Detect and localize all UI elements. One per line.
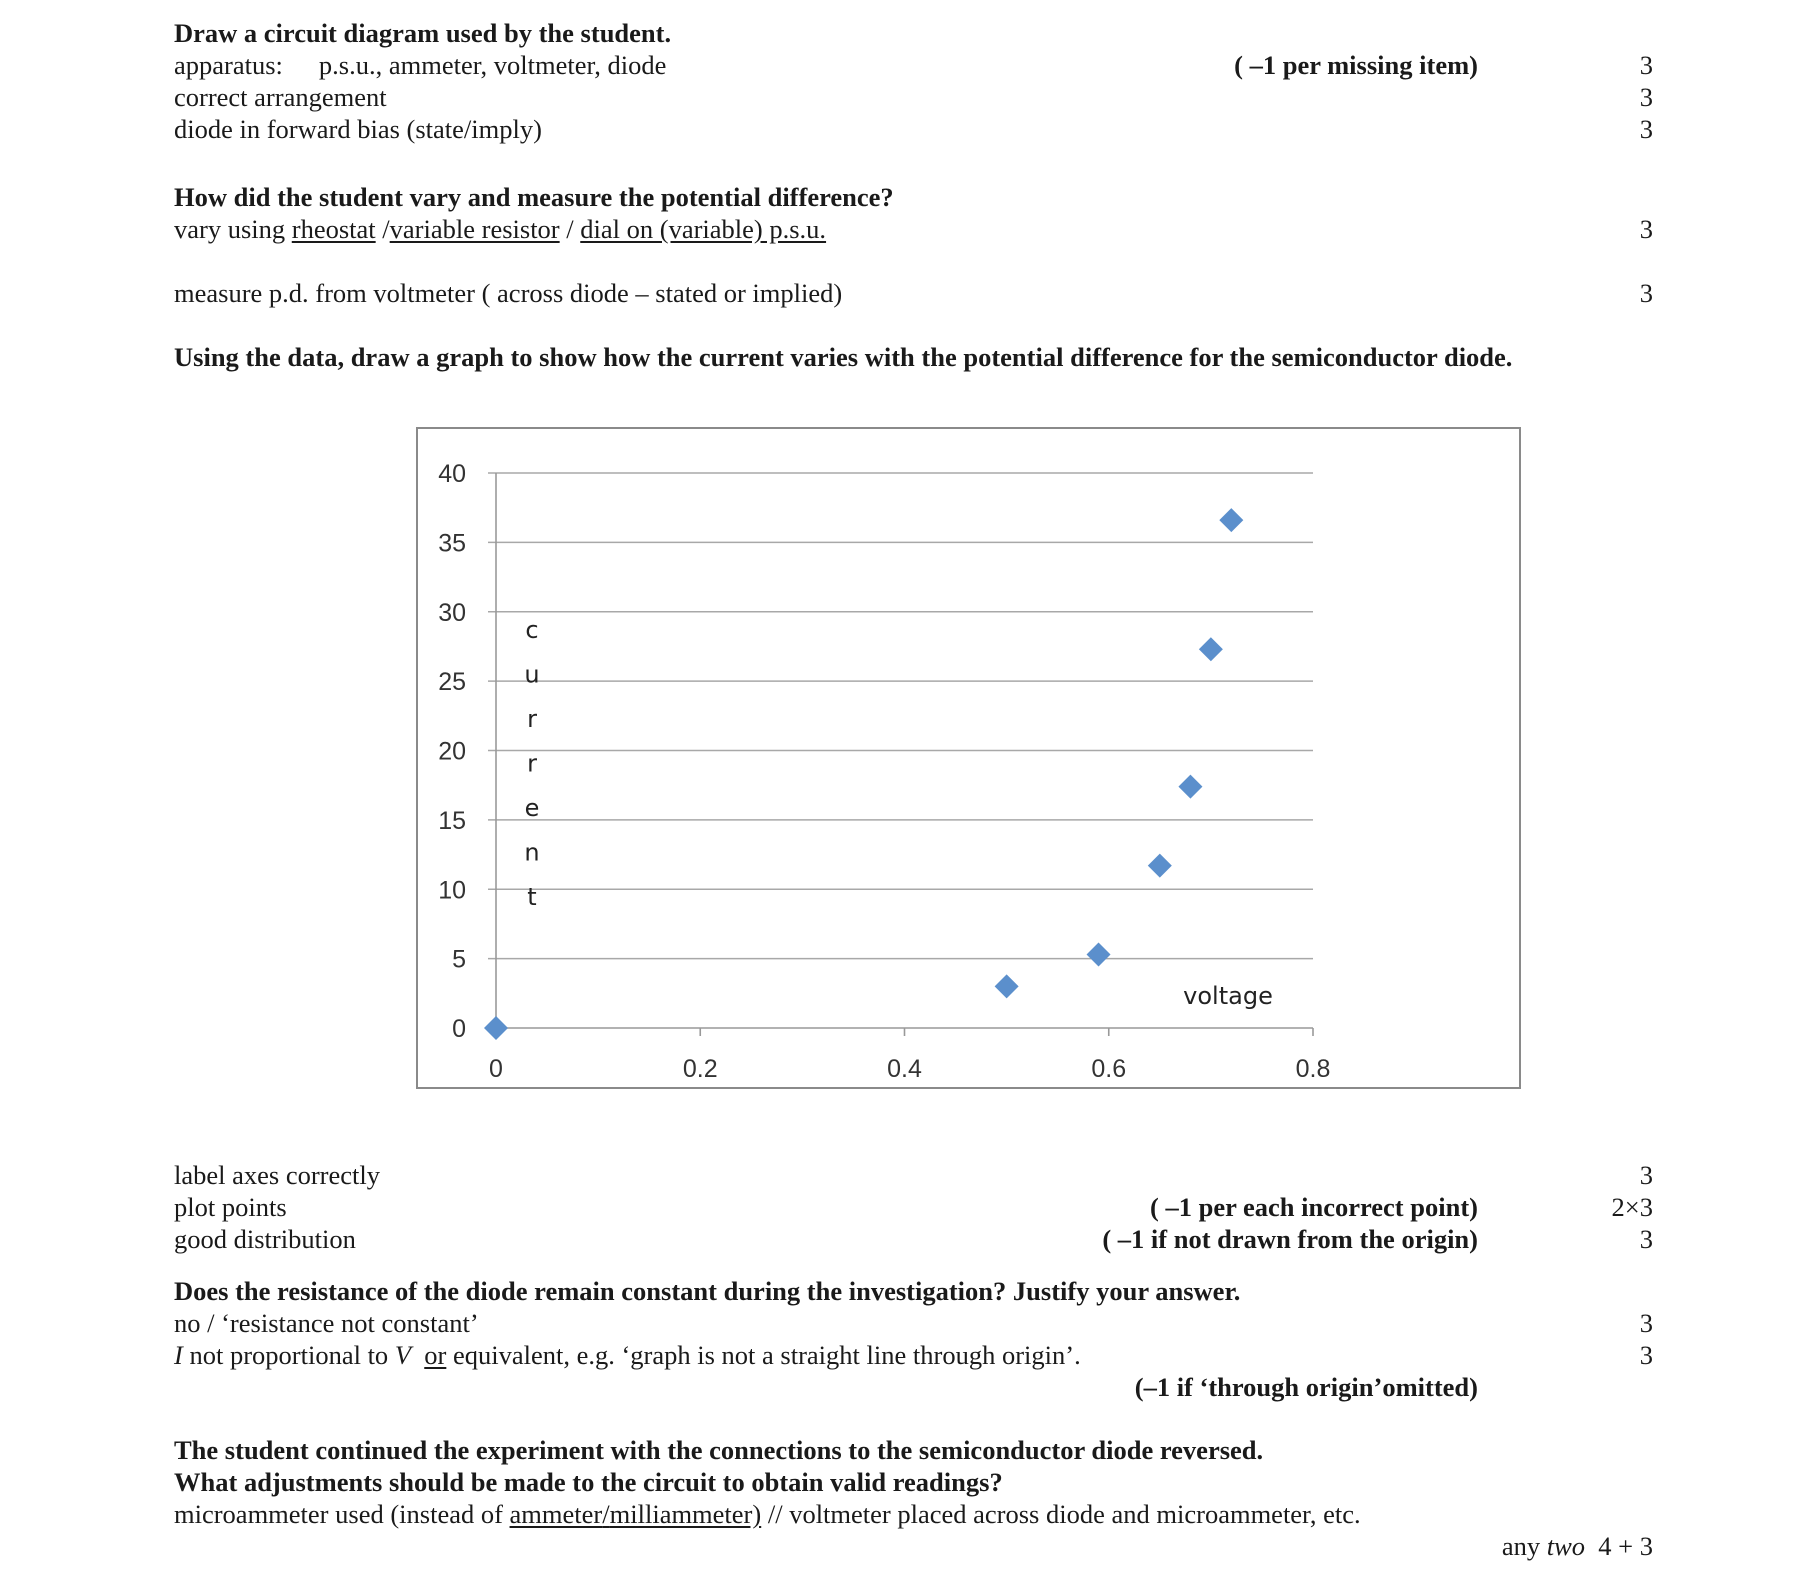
resistance-answer-2 [174,1342,1081,1369]
psu-dial-text: dial on (variable) p.s.u. [580,214,827,244]
data-point [1087,942,1111,966]
plot-points-penalty-note: ( –1 per each incorrect point) [1150,1192,1478,1222]
data-point [1178,775,1202,799]
apparatus-mark: 3 [1639,50,1653,80]
plot-points-mark: 2×3 [1611,1192,1653,1222]
measure-mark: 3 [1639,278,1653,308]
apparatus-penalty-note: ( –1 per missing item) [1234,50,1478,80]
answer-2-space [411,1340,424,1370]
y-tick-label: 20 [438,737,466,766]
vary-question-heading: How did the student vary and measure the potential difference? [174,182,894,212]
through-origin-penalty-note: (–1 if ‘through origin’omitted) [1134,1372,1478,1402]
distribution-penalty-note: ( –1 if not drawn from the origin) [1102,1224,1478,1254]
y-axis-label-letter: n [524,838,540,867]
y-tick-label: 30 [438,598,466,627]
resistance-question-heading: Does the resistance of the diode remain constant during the investigation? Justify your answer. [174,1276,1241,1306]
data-point [1219,508,1243,532]
vary-separator: / [375,214,390,244]
resistance-answer-1-mark: 3 [1639,1308,1653,1338]
resistance-answer-2-mark: 3 [1639,1340,1653,1370]
bias-mark: 3 [1639,114,1653,144]
adjustments-rest: // voltmeter placed across diode and microammeter, etc. [761,1499,1361,1529]
adjustments-prefix: microammeter used (instead of [174,1499,510,1529]
voltage-symbol: V [394,1340,411,1370]
y-tick-label: 25 [438,668,466,697]
x-tick-label: 0.8 [1295,1055,1331,1083]
data-point [484,1016,508,1040]
label-axes-line: label axes correctly [174,1160,380,1190]
data-point [1199,637,1223,661]
adjustments-mark [1502,1533,1653,1560]
iv-chart-svg [418,429,1518,1086]
y-tick-label: 15 [438,806,466,835]
or-text: or [424,1340,447,1370]
current-symbol: I [174,1340,183,1370]
milliammeter-text: milliammeter) [609,1499,762,1529]
reversed-question-heading-2: What adjustments should be made to the circuit to obtain valid readings? [174,1467,1003,1497]
reversed-question-heading-1: The student continued the experiment with the connections to the semiconductor diode reversed. [174,1435,1264,1465]
rheostat-text: rheostat [291,214,376,244]
y-tick-label: 5 [452,945,466,974]
vary-separator: / [559,214,581,244]
y-axis-label-letter: c [525,616,539,644]
iv-chart [416,427,1521,1089]
apparatus-label: apparatus: [174,50,283,80]
y-tick-label: 40 [438,460,466,488]
y-axis-label-letter: e [524,794,540,822]
x-axis-label: voltage [1183,982,1273,1010]
y-tick-label: 0 [452,1015,466,1043]
ammeter-text: ammeter [509,1499,603,1529]
mark-prefix: any [1501,1531,1547,1561]
answer-2-rest: equivalent, e.g. ‘graph is not a straight line through origin’. [446,1340,1081,1370]
x-tick-label: 0 [489,1055,503,1083]
label-axes-mark: 3 [1639,1160,1653,1190]
measure-line: measure p.d. from voltmeter ( across diode – stated or implied) [174,278,843,308]
bias-line: diode in forward bias (state/imply) [174,114,542,144]
resistance-answer-1: no / ‘resistance not constant’ [174,1308,479,1338]
adjustments-answer [174,1501,1361,1528]
variable-resistor-text: variable resistor [389,214,560,244]
arrangement-line: correct arrangement [174,82,387,112]
answer-2-text: not proportional to [182,1340,395,1370]
slash-text: / [602,1499,610,1529]
mark-two: two [1546,1531,1586,1561]
x-tick-label: 0.6 [1091,1055,1127,1083]
plot-points-line: plot points [174,1192,287,1222]
distribution-mark: 3 [1639,1224,1653,1254]
vary-mark: 3 [1639,214,1653,244]
y-tick-label: 35 [438,529,466,558]
y-axis-label-letter: r [527,705,537,733]
data-point [1148,854,1172,878]
data-point [995,974,1019,998]
y-axis-label-letter: u [524,660,540,689]
arrangement-mark: 3 [1639,82,1653,112]
distribution-line: good distribution [174,1224,356,1254]
y-axis-label-letter: r [527,749,537,778]
mark-value: 4 + 3 [1585,1531,1653,1561]
vary-prefix: vary using [174,214,292,244]
y-tick-label: 10 [438,876,466,905]
x-tick-label: 0.2 [682,1055,718,1083]
circuit-question-heading: Draw a circuit diagram used by the student. [174,18,672,48]
graph-question-heading: Using the data, draw a graph to show how the current varies with the potential difference for the semiconductor diode. [174,342,1513,372]
vary-line [174,216,826,243]
apparatus-items: p.s.u., ammeter, voltmeter, diode [318,50,667,80]
y-axis-label-letter: t [527,883,537,911]
x-tick-label: 0.4 [887,1055,922,1083]
apparatus-line [174,52,666,79]
